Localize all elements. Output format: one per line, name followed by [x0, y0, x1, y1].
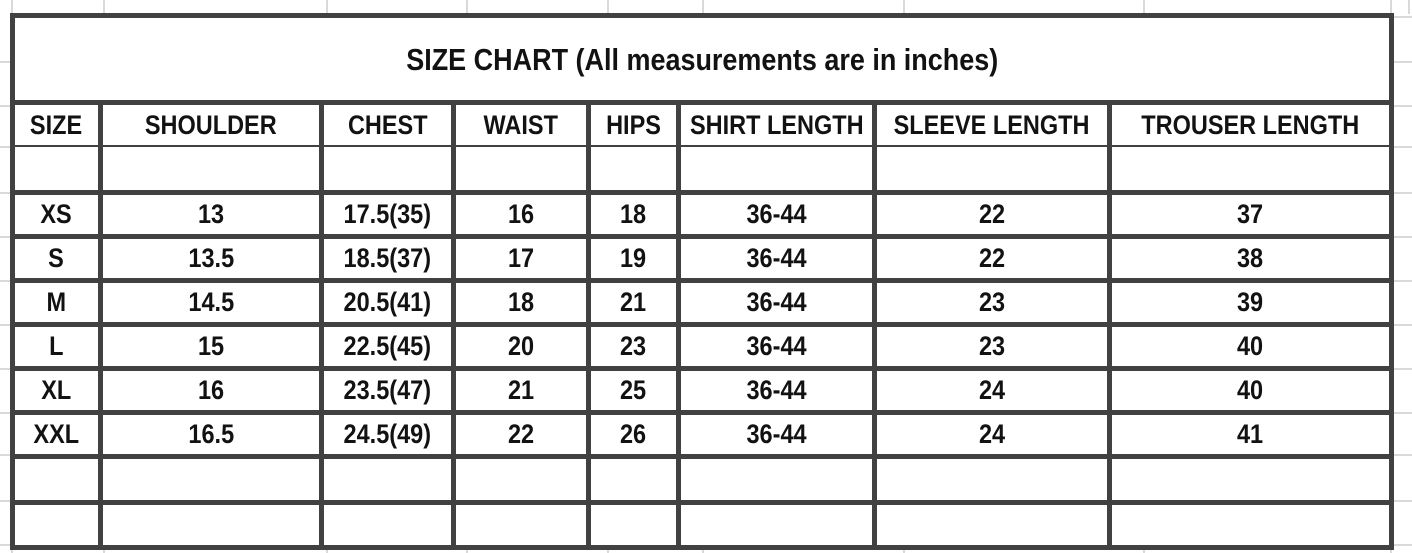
- cell: [456, 415, 591, 454]
- cell-value: 36-44: [746, 199, 807, 229]
- cell: [15, 239, 103, 278]
- cell-value: 41: [1237, 419, 1264, 449]
- cell-value: 18: [620, 199, 647, 229]
- cell: [681, 239, 877, 278]
- cell-empty: [324, 505, 456, 545]
- cell-value: 36-44: [746, 331, 807, 361]
- cell-empty: [681, 505, 877, 545]
- col-header-size: [15, 105, 103, 145]
- col-header-sleeve-length: [877, 105, 1112, 145]
- cell-value: 19: [620, 243, 647, 273]
- col-header-label: SHOULDER: [145, 109, 277, 140]
- cell-value: 20.5(41): [343, 287, 432, 317]
- cell: [103, 371, 324, 410]
- empty-row: [15, 505, 1389, 545]
- cell-value: 24: [978, 375, 1006, 405]
- cell-value: XS: [40, 199, 73, 229]
- cell-empty: [681, 459, 877, 500]
- cell-value: M: [46, 287, 67, 317]
- cell-value: 37: [1237, 199, 1264, 229]
- cell-value: 23: [978, 287, 1006, 317]
- cell: [877, 371, 1112, 410]
- cell: [456, 283, 591, 322]
- cell: [681, 195, 877, 234]
- cell-value: 36-44: [746, 287, 807, 317]
- cell-empty: [1112, 147, 1389, 190]
- col-header-label: SLEEVE LENGTH: [894, 109, 1090, 140]
- cell: [591, 239, 681, 278]
- cell-empty: [103, 459, 324, 500]
- cell-empty: [456, 147, 591, 190]
- cell: [591, 415, 681, 454]
- cell: [324, 371, 456, 410]
- cell-value: 24.5(49): [343, 419, 432, 449]
- cell: [324, 327, 456, 366]
- cell: [681, 327, 877, 366]
- cell-value: 23.5(47): [343, 375, 432, 405]
- cell: [1112, 327, 1389, 366]
- cell-value: 36-44: [746, 243, 807, 273]
- cell-value: 23: [620, 331, 647, 361]
- cell-empty: [103, 147, 324, 190]
- cell-value: 13.5: [188, 243, 234, 273]
- cell-empty: [15, 147, 103, 190]
- cell-value: 21: [620, 287, 647, 317]
- table-title: SIZE CHART (All measurements are in inches): [405, 41, 999, 77]
- cell-value: 22: [978, 243, 1006, 273]
- cell: [456, 195, 591, 234]
- cell: [456, 239, 591, 278]
- cell: [1112, 239, 1389, 278]
- cell-value: 23: [978, 331, 1006, 361]
- cell-value: 40: [1237, 375, 1264, 405]
- col-header-label: SHIRT LENGTH: [689, 109, 864, 140]
- cell-value: 21: [507, 375, 535, 405]
- cell: [324, 415, 456, 454]
- cell-value: 15: [197, 331, 225, 361]
- cell-value: XXL: [33, 419, 80, 449]
- cell: [324, 239, 456, 278]
- empty-row: [15, 459, 1389, 500]
- cell-empty: [456, 459, 591, 500]
- cell: [591, 283, 681, 322]
- cell-value: 18: [507, 287, 535, 317]
- title-row: [15, 18, 1389, 100]
- cell-value: 36-44: [746, 375, 807, 405]
- cell: [103, 327, 324, 366]
- col-header-chest: [324, 105, 456, 145]
- col-header-label: CHEST: [347, 109, 428, 140]
- cell-value: 25: [620, 375, 647, 405]
- cell-empty: [1112, 505, 1389, 545]
- col-header-label: SIZE: [30, 109, 83, 140]
- cell-empty: [15, 459, 103, 500]
- cell-value: XL: [41, 375, 72, 405]
- cell-empty: [15, 505, 103, 545]
- cell-value: 24: [978, 419, 1006, 449]
- cell-empty: [456, 505, 591, 545]
- cell-value: 40: [1237, 331, 1264, 361]
- cell-value: L: [49, 331, 64, 361]
- table-row-l: [15, 327, 1389, 366]
- cell: [15, 195, 103, 234]
- cell-value: 16: [507, 199, 535, 229]
- cell-empty: [591, 459, 681, 500]
- cell-value: 22: [507, 419, 535, 449]
- cell-empty: [591, 147, 681, 190]
- cell: [681, 371, 877, 410]
- cell: [324, 195, 456, 234]
- cell-value: 14.5: [188, 287, 234, 317]
- cell-value: 13: [197, 199, 225, 229]
- col-header-shoulder: [103, 105, 324, 145]
- cell: [15, 371, 103, 410]
- cell-value: 39: [1237, 287, 1264, 317]
- col-header-shirt-length: [681, 105, 877, 145]
- cell: [103, 195, 324, 234]
- col-header-trouser-length: [1112, 105, 1389, 145]
- cell: [591, 371, 681, 410]
- cell: [1112, 283, 1389, 322]
- table-row-m: [15, 283, 1389, 322]
- cell: [15, 415, 103, 454]
- cell-value: 20: [507, 331, 535, 361]
- cell: [1112, 415, 1389, 454]
- cell: [456, 371, 591, 410]
- cell-empty: [103, 505, 324, 545]
- cell-empty: [324, 147, 456, 190]
- cell-value: 17.5(35): [343, 199, 432, 229]
- col-header-label: TROUSER LENGTH: [1141, 109, 1360, 140]
- cell: [877, 327, 1112, 366]
- cell-value: 26: [620, 419, 647, 449]
- cell: [456, 327, 591, 366]
- cell-empty: [877, 459, 1112, 500]
- cell-value: 36-44: [746, 419, 807, 449]
- cell: [103, 239, 324, 278]
- cell: [877, 195, 1112, 234]
- cell: [103, 283, 324, 322]
- cell: [1112, 195, 1389, 234]
- cell-empty: [324, 459, 456, 500]
- table-row-xl: [15, 371, 1389, 410]
- col-header-label: WAIST: [483, 109, 559, 140]
- cell: [591, 195, 681, 234]
- cell-value: 16.5: [188, 419, 234, 449]
- cell: [877, 239, 1112, 278]
- cell-value: 38: [1237, 243, 1264, 273]
- cell-value: 22: [978, 199, 1006, 229]
- col-header-waist: [456, 105, 591, 145]
- cell: [15, 327, 103, 366]
- col-header-hips: [591, 105, 681, 145]
- cell: [103, 415, 324, 454]
- table-title-cell: [15, 18, 1389, 100]
- cell: [681, 415, 877, 454]
- cell-empty: [591, 505, 681, 545]
- cell-value: 17: [507, 243, 535, 273]
- cell-value: 22.5(45): [343, 331, 432, 361]
- cell-empty: [877, 505, 1112, 545]
- empty-row: [15, 147, 1389, 190]
- cell: [681, 283, 877, 322]
- table-row-xs: [15, 195, 1389, 234]
- col-header-label: HIPS: [606, 109, 661, 140]
- cell-value: 18.5(37): [343, 243, 432, 273]
- cell-value: 16: [197, 375, 225, 405]
- cell: [591, 327, 681, 366]
- header-row: [15, 105, 1389, 145]
- table-row-xxl: [15, 415, 1389, 454]
- cell: [877, 283, 1112, 322]
- cell: [877, 415, 1112, 454]
- size-chart-table: [10, 13, 1394, 550]
- cell: [1112, 371, 1389, 410]
- cell: [324, 283, 456, 322]
- cell-value: S: [48, 243, 65, 273]
- cell: [15, 283, 103, 322]
- cell-empty: [681, 147, 877, 190]
- table-row-s: [15, 239, 1389, 278]
- cell-empty: [1112, 459, 1389, 500]
- cell-empty: [877, 147, 1112, 190]
